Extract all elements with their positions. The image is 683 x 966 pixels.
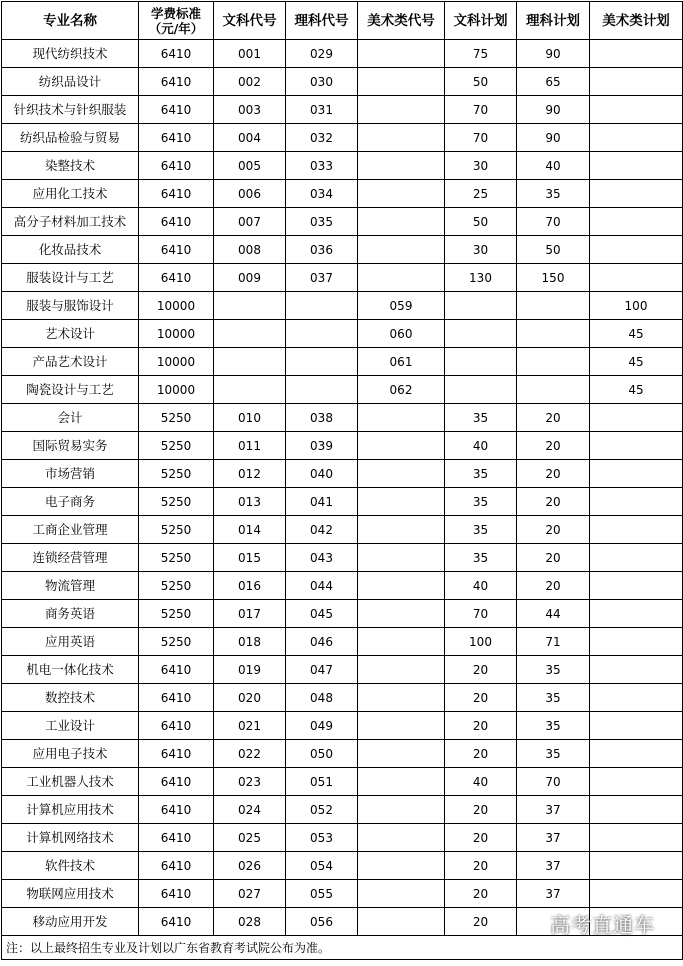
cell-arts-plan: 20 [445, 824, 517, 852]
cell-art-code [358, 796, 445, 824]
table-row [2, 320, 683, 348]
table-row [2, 96, 683, 124]
cell-sci-code: 029 [286, 40, 358, 68]
cell-art-plan [590, 152, 683, 180]
cell-fee: 10000 [139, 348, 214, 376]
cell-sci-code: 030 [286, 68, 358, 96]
cell-name: 商务英语 [2, 600, 139, 628]
cell-arts-plan: 20 [445, 852, 517, 880]
cell-arts-plan [445, 376, 517, 404]
cell-fee: 10000 [139, 320, 214, 348]
cell-art-plan: 45 [590, 320, 683, 348]
table-row [2, 796, 683, 824]
cell-name: 国际贸易实务 [2, 432, 139, 460]
cell-name: 软件技术 [2, 852, 139, 880]
cell-sci-plan: 35 [517, 656, 590, 684]
cell-art-code [358, 908, 445, 936]
cell-arts-code: 003 [214, 96, 286, 124]
cell-fee: 6410 [139, 236, 214, 264]
cell-arts-code: 007 [214, 208, 286, 236]
cell-name: 服装与服饰设计 [2, 292, 139, 320]
cell-sci-plan: 90 [517, 40, 590, 68]
cell-name: 高分子材料加工技术 [2, 208, 139, 236]
table-row [2, 124, 683, 152]
cell-sci-plan: 150 [517, 264, 590, 292]
cell-art-code [358, 404, 445, 432]
cell-arts-plan: 70 [445, 96, 517, 124]
cell-fee: 10000 [139, 376, 214, 404]
cell-art-code [358, 712, 445, 740]
cell-name: 艺术设计 [2, 320, 139, 348]
cell-fee: 6410 [139, 40, 214, 68]
cell-sci-plan: 20 [517, 544, 590, 572]
cell-sci-plan: 35 [517, 712, 590, 740]
cell-fee: 6410 [139, 152, 214, 180]
cell-art-plan [590, 880, 683, 908]
cell-art-plan [590, 544, 683, 572]
cell-sci-code: 053 [286, 824, 358, 852]
cell-arts-code: 015 [214, 544, 286, 572]
cell-arts-code: 020 [214, 684, 286, 712]
cell-sci-plan: 35 [517, 740, 590, 768]
cell-fee: 5250 [139, 544, 214, 572]
cell-sci-code: 038 [286, 404, 358, 432]
table-row [2, 600, 683, 628]
cell-sci-plan: 20 [517, 404, 590, 432]
cell-name: 纺织品设计 [2, 68, 139, 96]
cell-art-code [358, 768, 445, 796]
cell-sci-code: 042 [286, 516, 358, 544]
cell-art-code: 062 [358, 376, 445, 404]
cell-arts-code: 001 [214, 40, 286, 68]
cell-arts-code: 013 [214, 488, 286, 516]
cell-sci-plan: 90 [517, 96, 590, 124]
cell-sci-plan [517, 376, 590, 404]
cell-arts-plan: 40 [445, 768, 517, 796]
cell-fee: 5250 [139, 432, 214, 460]
table-row [2, 404, 683, 432]
cell-name: 纺织品检验与贸易 [2, 124, 139, 152]
table-row [2, 628, 683, 656]
cell-name: 工商企业管理 [2, 516, 139, 544]
cell-art-code [358, 124, 445, 152]
cell-name: 陶瓷设计与工艺 [2, 376, 139, 404]
cell-sci-code: 031 [286, 96, 358, 124]
cell-sci-plan [517, 320, 590, 348]
cell-sci-plan: 20 [517, 460, 590, 488]
table-row [2, 656, 683, 684]
cell-sci-code: 035 [286, 208, 358, 236]
table-row [2, 824, 683, 852]
cell-arts-code: 011 [214, 432, 286, 460]
cell-arts-code: 010 [214, 404, 286, 432]
cell-sci-code [286, 292, 358, 320]
cell-arts-plan [445, 348, 517, 376]
cell-arts-code: 004 [214, 124, 286, 152]
cell-art-plan [590, 712, 683, 740]
cell-art-code [358, 600, 445, 628]
cell-arts-code: 016 [214, 572, 286, 600]
cell-arts-code: 023 [214, 768, 286, 796]
cell-fee: 6410 [139, 796, 214, 824]
cell-art-code [358, 628, 445, 656]
cell-art-code [358, 96, 445, 124]
cell-art-code [358, 432, 445, 460]
cell-art-plan [590, 432, 683, 460]
footnote: 注：以上最终招生专业及计划以广东省教育考试院公布为准。 [2, 936, 683, 960]
cell-sci-plan: 20 [517, 488, 590, 516]
table-row [2, 880, 683, 908]
cell-arts-code: 018 [214, 628, 286, 656]
cell-arts-plan: 35 [445, 544, 517, 572]
cell-fee: 5250 [139, 628, 214, 656]
table-row [2, 152, 683, 180]
cell-sci-code: 032 [286, 124, 358, 152]
cell-art-plan [590, 404, 683, 432]
table-body [2, 40, 683, 936]
cell-name: 连锁经营管理 [2, 544, 139, 572]
cell-arts-code: 028 [214, 908, 286, 936]
cell-sci-plan: 37 [517, 796, 590, 824]
cell-fee: 6410 [139, 68, 214, 96]
header-arts-plan: 文科计划 [445, 2, 517, 40]
cell-art-plan [590, 488, 683, 516]
cell-sci-code: 054 [286, 852, 358, 880]
cell-arts-code: 027 [214, 880, 286, 908]
cell-art-code [358, 544, 445, 572]
cell-sci-plan: 37 [517, 852, 590, 880]
cell-arts-plan: 30 [445, 152, 517, 180]
cell-fee: 6410 [139, 208, 214, 236]
cell-sci-code: 037 [286, 264, 358, 292]
cell-name: 计算机网络技术 [2, 824, 139, 852]
cell-arts-plan: 20 [445, 908, 517, 936]
cell-arts-plan: 70 [445, 124, 517, 152]
cell-sci-plan: 20 [517, 432, 590, 460]
header-arts-code: 文科代号 [214, 2, 286, 40]
cell-fee: 5250 [139, 600, 214, 628]
cell-arts-code: 005 [214, 152, 286, 180]
table-row [2, 544, 683, 572]
cell-arts-code: 014 [214, 516, 286, 544]
cell-fee: 5250 [139, 572, 214, 600]
cell-sci-plan: 90 [517, 124, 590, 152]
cell-art-plan [590, 852, 683, 880]
cell-fee: 10000 [139, 292, 214, 320]
cell-fee: 6410 [139, 684, 214, 712]
cell-arts-code: 025 [214, 824, 286, 852]
cell-arts-plan: 20 [445, 656, 517, 684]
cell-name: 产品艺术设计 [2, 348, 139, 376]
cell-art-code [358, 208, 445, 236]
table-row [2, 488, 683, 516]
cell-art-code [358, 152, 445, 180]
cell-arts-code: 024 [214, 796, 286, 824]
cell-fee: 6410 [139, 852, 214, 880]
cell-art-plan [590, 572, 683, 600]
cell-art-code [358, 824, 445, 852]
enrollment-plan-table [1, 1, 683, 960]
table-row [2, 348, 683, 376]
cell-arts-plan [445, 320, 517, 348]
cell-sci-plan: 65 [517, 68, 590, 96]
table-row [2, 712, 683, 740]
cell-arts-plan: 30 [445, 236, 517, 264]
cell-sci-code: 050 [286, 740, 358, 768]
table-row [2, 572, 683, 600]
cell-name: 应用化工技术 [2, 180, 139, 208]
cell-sci-code [286, 376, 358, 404]
cell-name: 化妆品技术 [2, 236, 139, 264]
cell-sci-code: 051 [286, 768, 358, 796]
cell-arts-code: 017 [214, 600, 286, 628]
cell-fee: 5250 [139, 488, 214, 516]
cell-arts-plan: 20 [445, 880, 517, 908]
cell-sci-plan: 20 [517, 516, 590, 544]
table-row [2, 264, 683, 292]
cell-sci-code: 049 [286, 712, 358, 740]
cell-sci-plan: 70 [517, 768, 590, 796]
cell-arts-plan: 50 [445, 208, 517, 236]
cell-name: 市场营销 [2, 460, 139, 488]
cell-arts-plan: 35 [445, 460, 517, 488]
cell-name: 应用电子技术 [2, 740, 139, 768]
cell-art-code: 060 [358, 320, 445, 348]
cell-sci-plan: 44 [517, 600, 590, 628]
cell-arts-plan: 75 [445, 40, 517, 68]
cell-arts-plan: 20 [445, 796, 517, 824]
header-tuition-fee: 学费标准（元/年） [139, 2, 214, 40]
cell-art-plan [590, 96, 683, 124]
cell-art-plan [590, 264, 683, 292]
cell-sci-plan: 35 [517, 180, 590, 208]
cell-arts-plan: 35 [445, 404, 517, 432]
cell-sci-plan: 20 [517, 572, 590, 600]
cell-arts-code: 022 [214, 740, 286, 768]
cell-art-plan [590, 628, 683, 656]
cell-art-code [358, 852, 445, 880]
table-row [2, 460, 683, 488]
cell-art-plan: 100 [590, 292, 683, 320]
cell-name: 针织技术与针织服装 [2, 96, 139, 124]
cell-fee: 6410 [139, 712, 214, 740]
cell-sci-code: 040 [286, 460, 358, 488]
cell-sci-plan: 40 [517, 152, 590, 180]
cell-arts-plan: 40 [445, 432, 517, 460]
cell-sci-plan [517, 348, 590, 376]
cell-arts-plan: 40 [445, 572, 517, 600]
cell-fee: 5250 [139, 516, 214, 544]
cell-arts-plan: 20 [445, 740, 517, 768]
cell-fee: 6410 [139, 656, 214, 684]
cell-arts-code: 021 [214, 712, 286, 740]
cell-arts-plan: 35 [445, 488, 517, 516]
cell-art-plan [590, 768, 683, 796]
cell-arts-code: 019 [214, 656, 286, 684]
cell-fee: 6410 [139, 740, 214, 768]
cell-arts-plan: 70 [445, 600, 517, 628]
cell-sci-plan: 50 [517, 236, 590, 264]
header-science-plan: 理科计划 [517, 2, 590, 40]
cell-arts-plan: 130 [445, 264, 517, 292]
cell-name: 应用英语 [2, 628, 139, 656]
cell-fee: 6410 [139, 824, 214, 852]
cell-art-code [358, 516, 445, 544]
cell-sci-code: 034 [286, 180, 358, 208]
cell-name: 会计 [2, 404, 139, 432]
cell-arts-plan [445, 292, 517, 320]
cell-art-plan [590, 824, 683, 852]
cell-fee: 6410 [139, 908, 214, 936]
cell-art-plan [590, 684, 683, 712]
cell-arts-plan: 20 [445, 684, 517, 712]
cell-name: 现代纺织技术 [2, 40, 139, 68]
cell-name: 电子商务 [2, 488, 139, 516]
cell-sci-code: 043 [286, 544, 358, 572]
cell-fee: 5250 [139, 404, 214, 432]
cell-name: 工业设计 [2, 712, 139, 740]
cell-arts-code: 002 [214, 68, 286, 96]
cell-sci-code: 044 [286, 572, 358, 600]
cell-art-plan [590, 236, 683, 264]
cell-sci-code: 039 [286, 432, 358, 460]
note-row [2, 936, 683, 960]
table-row [2, 208, 683, 236]
cell-art-plan [590, 40, 683, 68]
cell-art-plan [590, 740, 683, 768]
cell-arts-plan: 100 [445, 628, 517, 656]
cell-art-code [358, 656, 445, 684]
table-row [2, 376, 683, 404]
cell-arts-code [214, 292, 286, 320]
cell-fee: 6410 [139, 180, 214, 208]
cell-art-code [358, 684, 445, 712]
cell-arts-code: 026 [214, 852, 286, 880]
cell-arts-code [214, 376, 286, 404]
header-major-name: 专业名称 [2, 2, 139, 40]
cell-sci-plan: 71 [517, 628, 590, 656]
table-row [2, 852, 683, 880]
cell-sci-plan: 35 [517, 684, 590, 712]
cell-arts-code: 006 [214, 180, 286, 208]
cell-art-code: 061 [358, 348, 445, 376]
cell-arts-plan: 25 [445, 180, 517, 208]
cell-arts-code [214, 348, 286, 376]
cell-name: 物流管理 [2, 572, 139, 600]
cell-sci-code: 036 [286, 236, 358, 264]
cell-art-code [358, 880, 445, 908]
table-row [2, 292, 683, 320]
cell-sci-code: 052 [286, 796, 358, 824]
table-row [2, 740, 683, 768]
table-row [2, 768, 683, 796]
cell-name: 工业机器人技术 [2, 768, 139, 796]
cell-sci-plan [517, 292, 590, 320]
cell-art-code: 059 [358, 292, 445, 320]
cell-sci-code: 045 [286, 600, 358, 628]
cell-arts-code [214, 320, 286, 348]
cell-art-code [358, 180, 445, 208]
cell-art-plan [590, 124, 683, 152]
table-row [2, 180, 683, 208]
cell-name: 物联网应用技术 [2, 880, 139, 908]
cell-fee: 6410 [139, 264, 214, 292]
watermark-text: 高考直通车 [550, 913, 655, 937]
cell-name: 染整技术 [2, 152, 139, 180]
table-row [2, 68, 683, 96]
table-row [2, 516, 683, 544]
cell-sci-plan: 70 [517, 208, 590, 236]
cell-name: 移动应用开发 [2, 908, 139, 936]
cell-sci-plan: 37 [517, 824, 590, 852]
cell-sci-code: 046 [286, 628, 358, 656]
cell-art-plan [590, 600, 683, 628]
cell-fee: 5250 [139, 460, 214, 488]
cell-sci-code: 056 [286, 908, 358, 936]
cell-sci-code: 048 [286, 684, 358, 712]
cell-fee: 6410 [139, 96, 214, 124]
cell-art-code [358, 68, 445, 96]
cell-art-code [358, 264, 445, 292]
cell-art-code [358, 488, 445, 516]
cell-art-code [358, 236, 445, 264]
cell-sci-code: 047 [286, 656, 358, 684]
cell-arts-code: 008 [214, 236, 286, 264]
cell-art-plan [590, 208, 683, 236]
header-science-code: 理科代号 [286, 2, 358, 40]
header-row [2, 2, 683, 40]
cell-arts-code: 012 [214, 460, 286, 488]
cell-name: 服装设计与工艺 [2, 264, 139, 292]
cell-arts-code: 009 [214, 264, 286, 292]
header-art-code: 美术类代号 [358, 2, 445, 40]
cell-art-plan [590, 796, 683, 824]
cell-art-code [358, 740, 445, 768]
cell-art-plan: 45 [590, 348, 683, 376]
table-row [2, 40, 683, 68]
cell-arts-plan: 35 [445, 516, 517, 544]
cell-sci-code: 033 [286, 152, 358, 180]
cell-art-code [358, 40, 445, 68]
cell-sci-code [286, 320, 358, 348]
table-row [2, 236, 683, 264]
cell-fee: 6410 [139, 768, 214, 796]
cell-art-code [358, 460, 445, 488]
cell-sci-plan: 37 [517, 880, 590, 908]
cell-fee: 6410 [139, 880, 214, 908]
cell-sci-code: 041 [286, 488, 358, 516]
cell-name: 机电一体化技术 [2, 656, 139, 684]
cell-name: 计算机应用技术 [2, 796, 139, 824]
header-art-plan: 美术类计划 [590, 2, 683, 40]
cell-art-plan [590, 180, 683, 208]
cell-art-plan [590, 68, 683, 96]
cell-arts-plan: 50 [445, 68, 517, 96]
cell-art-plan [590, 656, 683, 684]
cell-art-plan: 45 [590, 376, 683, 404]
cell-art-plan [590, 460, 683, 488]
cell-name: 数控技术 [2, 684, 139, 712]
cell-arts-plan: 20 [445, 712, 517, 740]
cell-fee: 6410 [139, 124, 214, 152]
cell-art-plan [590, 516, 683, 544]
cell-sci-code [286, 348, 358, 376]
table-row [2, 432, 683, 460]
cell-sci-code: 055 [286, 880, 358, 908]
table-row [2, 684, 683, 712]
cell-art-code [358, 572, 445, 600]
